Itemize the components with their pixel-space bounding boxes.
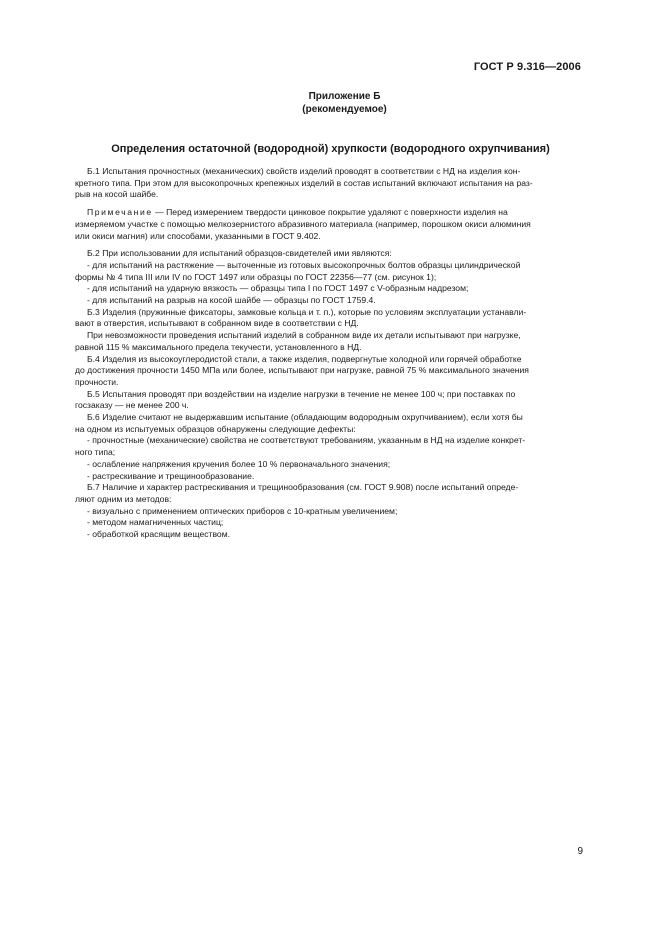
appendix-title: Приложение Б (308, 91, 381, 102)
text-line: - прочностные (механические) свойства не соответствуют требованиям, указанным в НД на изделие конкрет- (87, 435, 526, 446)
appendix-subtitle: (рекомендуемое) (302, 104, 387, 115)
text-line: или окиси магния) или способами, указанными в ГОСТ 9.402. (75, 230, 321, 241)
text-line: измеряемом участке с помощью мелкозернистого абразивного материала (например, порошком окиси алюминия (75, 218, 531, 229)
text-line: вают в отверстия, испытывают в собранном виде в соответствии с НД. (75, 318, 359, 329)
text-line: - растрескивание и трещинообразование. (87, 470, 255, 481)
text-line: прочности. (75, 376, 119, 387)
paragraph-b1 (75, 166, 582, 201)
paragraph-b4 (75, 354, 582, 389)
paragraph-b5 (75, 389, 582, 412)
text-line: Б.3 Изделия (пружинные фиксаторы, замковые кольца и т. п.), которые по условиям эксплуатации устанавли- (87, 306, 527, 317)
text-line: - для испытаний на разрыв на косой шайбе — образцы по ГОСТ 1759.4. (87, 295, 376, 306)
text-line: рыв на косой шайбе. (75, 189, 159, 200)
page-number: 9 (577, 846, 583, 857)
text-line: Б.1 Испытания прочностных (механических) свойств изделий проводят в соответствии с НД на изделия кон- (87, 166, 521, 176)
text-line: Б.2 При использовании для испытаний образцов-свидетелей ими являются: (87, 248, 392, 259)
section-title: Определения остаточной (водородной) хрупкости (водородного охрупчивания) (111, 143, 550, 155)
text-line: - визуально с применением оптических приборов с 10-кратным увеличением; (87, 505, 398, 516)
text-line: - ослабление напряжения кручения более 10 % первоначального значения; (87, 458, 391, 469)
text-line: Б.7 Наличие и характер растрескивания и трещинообразования (см. ГОСТ 9.908) после испытаний опреде- (87, 482, 519, 493)
text-line: - обработкой красящим веществом. (87, 529, 230, 540)
text-line: - для испытаний на ударную вязкость — образцы типа I по ГОСТ 1497 с V-образным надрезом; (87, 283, 469, 294)
paragraph-b7 (75, 482, 582, 541)
text-line: Б.5 Испытания проводят при воздействии на изделие нагрузки в течение не менее 100 ч; при поставках по (87, 388, 516, 399)
paragraph-b3 (75, 307, 582, 354)
note-label: Примечание (87, 207, 153, 218)
text-line: равной 115 % максимального предела текучести, установленного в НД. (75, 341, 362, 352)
text-line: ного типа; (75, 447, 116, 458)
note (75, 207, 582, 242)
text-line: формы № 4 типа III или IV по ГОСТ 1497 или образцы по ГОСТ 22356—77 (см. рисунок 1); (75, 271, 437, 282)
document-code: ГОСТ Р 9.316—2006 (473, 61, 581, 73)
text-line: Б.6 Изделие считают не выдержавшим испытание (обладающим водородным охрупчиванием), если хотя бы (87, 412, 523, 423)
text-line: кретного типа. При этом для высокопрочных крепежных изделий в состав испытаний включают испытания на раз- (75, 177, 533, 188)
text-line: Б.4 Изделия из высокоуглеродистой стали, а также изделия, подвергнутые холодной или горячей обработке (87, 353, 522, 364)
text-line: на одном из испытуемых образцов обнаружены следующие дефекты: (75, 423, 356, 434)
text-line: госзаказу — не менее 200 ч. (75, 400, 189, 411)
text-line: до достижения прочности 1450 МПа или более, испытывают при нагрузке, равной 75 % максимального значения (75, 365, 529, 376)
text-line: — Перед измерением твердости цинковое покрытие удаляют с поверхности изделия на (152, 207, 508, 218)
document-body (75, 166, 582, 541)
appendix-heading (0, 90, 661, 116)
text-line: - методом намагниченных частиц; (87, 517, 224, 528)
text-line: ляют одним из методов: (75, 493, 172, 504)
text-line: - для испытаний на растяжение — выточенные из готовых высокопрочных болтов образцы цилиндрической (87, 259, 521, 270)
paragraph-b2 (75, 248, 582, 307)
paragraph-b6 (75, 412, 582, 482)
text-line: При невозможности проведения испытаний изделий в собранном виде их детали испытывают при нагрузке, (87, 330, 521, 341)
